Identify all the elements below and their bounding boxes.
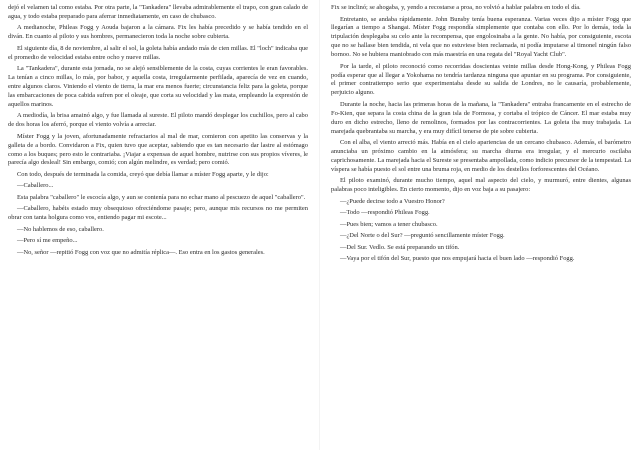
- paragraph: A medianoche, Phileas Fogg y Aouda bajaron a la cámara. Fix les había precedido y se había tendido en el diván. En cuanto al piloto y sus hombres, permanecieron toda la noche sobre cubierta.: [8, 24, 308, 41]
- paragraph: —Todo —respondió Phileas Fogg.: [340, 209, 430, 217]
- paragraph: Por la tarde, el piloto reconoció como recorridas doscientas veinte millas desde Hong-Kong, y Phileas Fogg podía esperar que al llegar a Yokohama no tendría tardanza ninguna que apuntar en su programa. Por consiguiente, el primer contratiempo serio que experimentaba desde su salida de Londres, no le causaría, probablemente, perjuicio alguno.: [331, 62, 631, 97]
- paragraph: —Pero sí me empeño...: [17, 237, 78, 245]
- paragraph: —Vaya por el tifón del Sur, puesto que nos empujará hacia el buen lado —respondió Fogg.: [340, 255, 575, 263]
- right-page: [331, 4, 631, 446]
- paragraph: —¿Puede decirse todo a Vuestro Honor?: [340, 197, 445, 205]
- paragraph: Con todo, después de terminada la comida, creyó que debía llamar a míster Fogg aparte, y le dijo:: [17, 170, 269, 178]
- left-page: [8, 4, 308, 446]
- paragraph: Entretanto, se andaba rápidamente. John Bunsby tenía buena esperanza. Varias veces dijo a míster Fogg que llegarían a tiempo a Shangai. Míster Fogg respondía simplemente que contaba con ello. Por lo demás, toda la tripulación desplegaba su celo ante la recompensa, que engolosinaba a la gente. No había, por consiguiente, escota que no se hallase bien tendida, ni vela que no estuviese bien reclamada, ni podía imputarse al timonel ningún falso bornoo. No se hubiera maniobrado con más maestría en una regata del "Royal Yacht Club".: [331, 15, 631, 59]
- paragraph: Esta palabra "caballero" le escocía algo, y aun se contenía para no echar mano al pescuezo de aquel "caballero".: [17, 193, 306, 201]
- paragraph: Durante la noche, hacia las primeras horas de la mañana, la "Tankadera" entraba francamente en el estrecho de Fo-Kien, que separa la costa china de la gran isla de Formosa, y cortaba el trópico de Cáncer. El mar estaba muy duro en dicho estrecho, lleno de remolinos, formados por las contracorrientes. La goleta iba muy trabajada. La marejada quebrantaba su marcha, y era muy difícil tenerse de pie sobre cubierta.: [331, 100, 631, 135]
- paragraph: El siguiente día, 8 de noviembre, al salir el sol, la goleta había andado más de cien millas. El "loch" indicaba que el promedio de velocidad estaba entre ocho y nueve millas.: [8, 44, 308, 61]
- paragraph: Fix se inclinó; se ahogaba, y, yendo a recostarse a proa, no volvió a hablar palabra en todo el día.: [331, 4, 581, 11]
- paragraph: —No hablemos de eso, caballero.: [17, 225, 104, 233]
- paragraph: —Caballero...: [17, 182, 54, 190]
- page-gutter: [319, 0, 320, 450]
- paragraph: El piloto examinó, durante mucho tiempo, aquel mal aspecto del cielo, y murmuró, entre dientes, algunas palabras poco inteligibles. En cierto momento, dijo en voz baja a su pasajero:: [331, 177, 631, 194]
- paragraph: —No, señor —repitió Fogg con voz que no admitía réplica—. Eso entra en los gastos generales.: [17, 248, 265, 256]
- paragraph: —Caballero, habéis estado muy obsequioso ofreciéndome pasaje; pero, aunque mis recursos no me permiten obrar con tanta holgura como vos, entiendo pagar mi escote...: [8, 205, 308, 222]
- paragraph: La "Tankadera", durante esta jornada, no se alejó sensiblemente de la costa, cuyas corrientes le eran favorables. La tenían a cinco millas, lo más, por babor, y aquella costa, irregularmente perfilada, aparecía de vez en cuando, entre algunos claros. Viniendo el viento de tierra, la mar era menos fuerte; circunstancia feliz para la goleta, porque las embarcaciones de poca cabida sufren por el oleaje, que corta su velocidad y las mata, empleando la expresión de aquellos marinos.: [8, 65, 308, 108]
- paragraph: —Del Sur. Vedlo. Se está preparando un tifón.: [340, 243, 460, 251]
- paragraph: Con el alba, el viento arreció más. Había en el cielo apariencias de un cercano chubasco. Además, el barómetro anunciaba un próximo cambio en la atmósfera; su marcha diurna era irregular, y el mercurio oscilaba caprichosamente. La marejada hacia el Sureste se presentaba ampollada, como indicio precursor de la tempestad. La víspera se había puesto el sol entre una bruma roja, en medio de los destellos forforescentes del Océano.: [331, 139, 631, 173]
- paragraph: dejó el velamen tal como estaba. Por otra parte, la "Tankadera" llevaba admirablemente el trapo, con gran calado de agua, y todo estaba preparado para aferrar inmediatamente, en caso de chubasco.: [8, 4, 308, 20]
- paragraph: Míster Fogg y la joven, afortunadamente refractarios al mal de mar, comieron con apetito las conservas y la galleta de a bordo. Convidaron a Fix, quien tuvo que aceptar, sabiendo que es tan necesario dar lastre al estómago como a los buques; pero esto le contrariaba. ¡Viajar a expensas de aquel hombre, nutrirse con sus propios víveres, le parecía algo desleal! Sin embargo, comió; con algún melindre, es verdad; pero comió.: [8, 132, 308, 167]
- paragraph: A mediodía, la brisa amainó algo, y fue llamada al sureste. El piloto mandó desplegar los cuchillos, pero al cabo de dos horas los aferró, porque el viento volvía a arreciar.: [8, 112, 308, 129]
- paragraph: —Pues bien; vamos a tener chubasco.: [340, 220, 438, 228]
- paragraph: —¿Del Norte o del Sur? —preguntó sencillamente míster Fogg.: [340, 232, 505, 240]
